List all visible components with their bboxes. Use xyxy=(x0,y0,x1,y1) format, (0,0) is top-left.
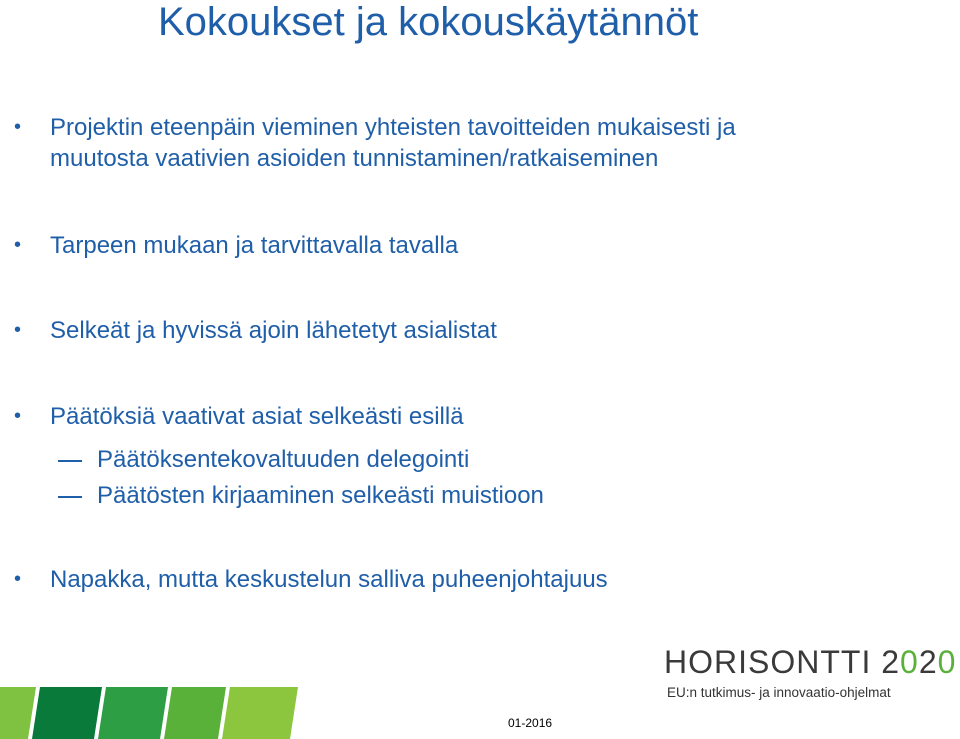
bullet-dot: • xyxy=(14,568,22,590)
bullet-4 xyxy=(14,401,464,432)
bullet-3 xyxy=(14,315,497,346)
sub-dash xyxy=(58,460,82,462)
logo-name-part2: 0 xyxy=(900,644,919,680)
slide-title: Kokoukset ja kokouskäytännöt xyxy=(158,0,699,44)
bullet-2 xyxy=(14,230,459,261)
subitem-1: Päätöksentekovaltuuden delegointi xyxy=(97,446,470,473)
decorative-stripes xyxy=(0,684,300,739)
bullet-5 xyxy=(14,564,608,595)
stripe xyxy=(98,687,168,739)
sub-dash xyxy=(58,496,82,498)
subitem-2: Päätösten kirjaaminen selkeästi muistioon xyxy=(97,482,544,509)
bullet-1 xyxy=(14,112,736,174)
stripe xyxy=(164,687,226,739)
footer-date: 01-2016 xyxy=(508,716,553,730)
bullet-dot: • xyxy=(14,234,22,256)
bullet-4-text: Päätöksiä vaativat asiat selkeästi esillä xyxy=(50,403,464,430)
logo-tagline: EU:n tutkimus- ja innovaatio-ohjelmat xyxy=(667,685,891,700)
bullet-1-line1: Projektin eteenpäin vieminen yhteisten tavoitteiden mukaisesti ja xyxy=(50,114,736,141)
stripe xyxy=(32,687,102,739)
stripe xyxy=(222,687,298,739)
bullet-5-text: Napakka, mutta keskustelun salliva puheenjohtajuus xyxy=(50,566,608,593)
horisontti-logo xyxy=(664,645,956,679)
bullet-3-text: Selkeät ja hyvissä ajoin lähetetyt asialistat xyxy=(50,317,497,344)
logo-name-part1: HORISONTTI 2 xyxy=(664,644,901,680)
bullet-2-text: Tarpeen mukaan ja tarvittavalla tavalla xyxy=(50,232,459,259)
logo-name-part3: 2 xyxy=(918,644,938,680)
bullet-dot: • xyxy=(14,319,22,341)
bullet-dot: • xyxy=(14,405,22,427)
logo-name-part4: 0 xyxy=(937,644,957,680)
bullet-dot: • xyxy=(14,116,22,138)
bullet-1-line2: muutosta vaativien asioiden tunnistaminen/ratkaiseminen xyxy=(50,145,659,172)
